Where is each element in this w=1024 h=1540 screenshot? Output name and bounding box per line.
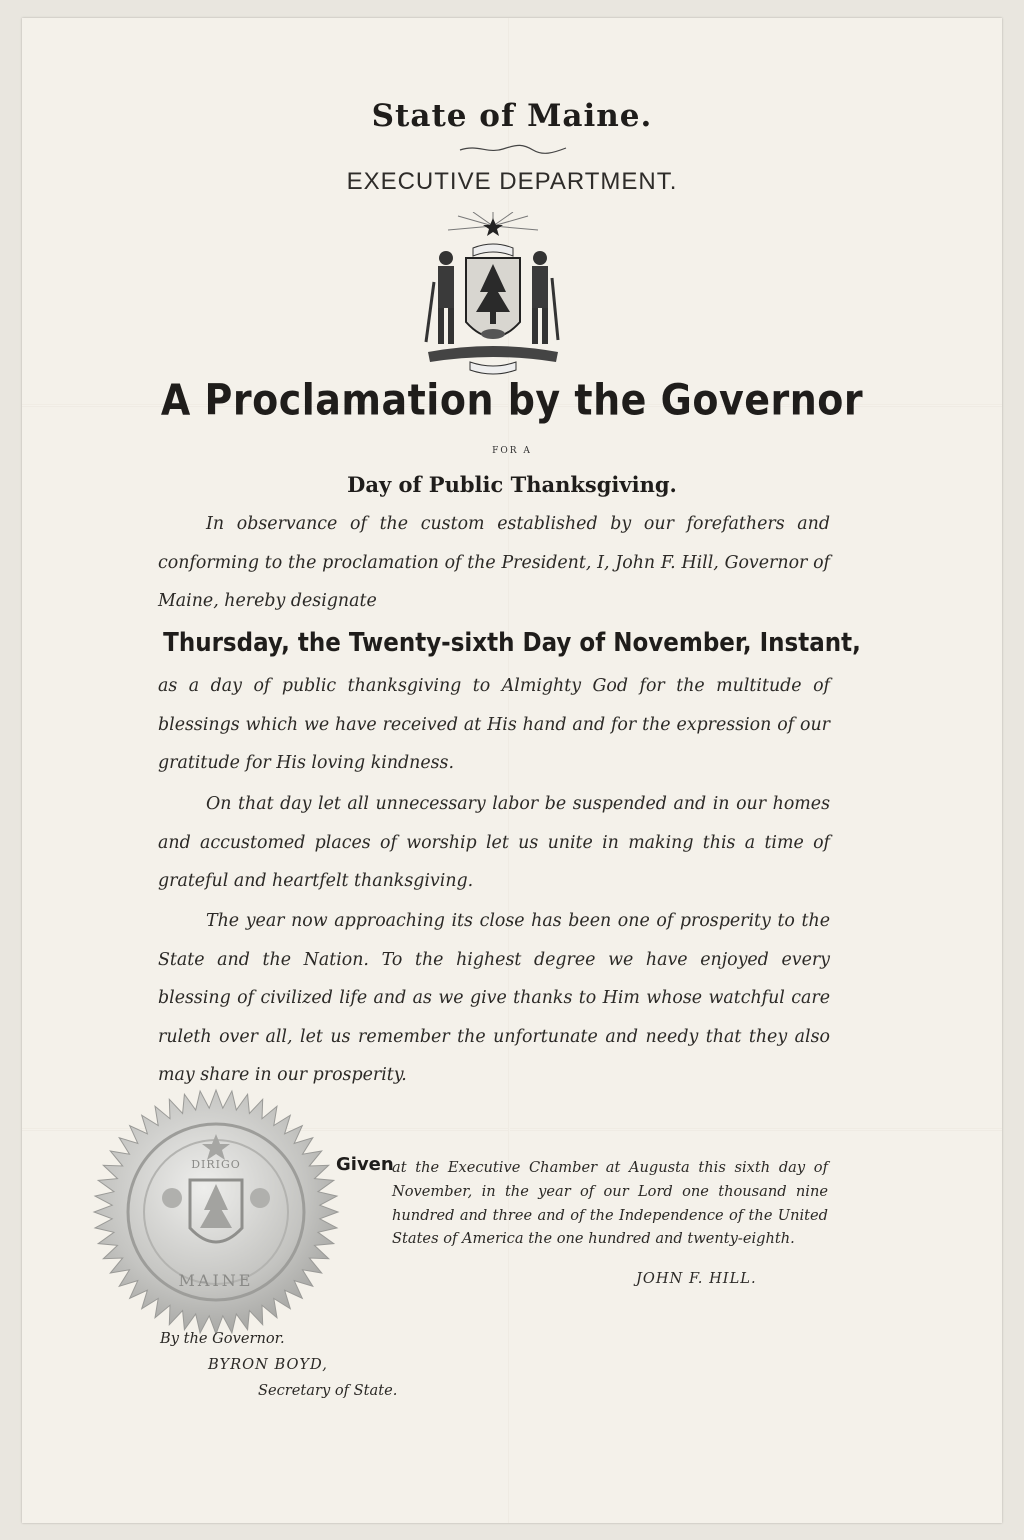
secretary-title: Secretary of State. (258, 1382, 398, 1399)
paragraph-thanksgiving: as a day of public thanksgiving to Almighty God for the multitude of blessings which we have received at His hand and for the expression of our gratitude for His loving kindness. (158, 676, 830, 773)
coat-of-arms-icon (418, 212, 568, 382)
proclamation-title: A Proclamation by the Governor (160, 375, 864, 425)
given-label: Given (336, 1154, 394, 1175)
designated-day: Thursday, the Twenty-sixth Day of November, Instant, (163, 628, 861, 658)
by-the-governor: By the Governor. (160, 1330, 285, 1347)
department-heading: EXECUTIVE DEPARTMENT. (346, 168, 678, 195)
flourish-ornament (458, 142, 568, 156)
paragraph-observance: In observance of the custom established by our forefathers and conforming to the proclamation of the President, I, John F. Hill, Governor of Maine, hereby designate (158, 514, 830, 611)
given-statement: at the Executive Chamber at Augusta this sixth day of November, in the year of our Lord one thousand nine hundred and three and of the Independence of the United States of America the one hundred and twenty-eighth. (392, 1159, 828, 1248)
governor-signature: JOHN F. HILL. (636, 1270, 757, 1287)
paragraph-prosperity: The year now approaching its close has been one of prosperity to the State and the Nation. To the highest degree we have enjoyed every blessing of civilized life and as we give thanks to Him whose watchful care ruleth over all, let us remember the unfortunate and needy that they also may share in our prosperity. (158, 911, 830, 1085)
svg-text:DIRIGO: DIRIGO (191, 1158, 241, 1171)
paragraph-labor: On that day let all unnecessary labor be suspended and in our homes and accustomed places of worship let us unite in making this a time of grateful and heartfelt thanksgiving. (158, 794, 830, 891)
day-title: Day of Public Thanksgiving. (347, 472, 677, 497)
state-title: State of Maine. (371, 98, 653, 134)
for-a-label: FOR A (492, 446, 532, 456)
state-seal-icon (92, 1088, 340, 1336)
secretary-name: BYRON BOYD, (208, 1356, 328, 1373)
svg-text:MAINE: MAINE (178, 1271, 254, 1290)
